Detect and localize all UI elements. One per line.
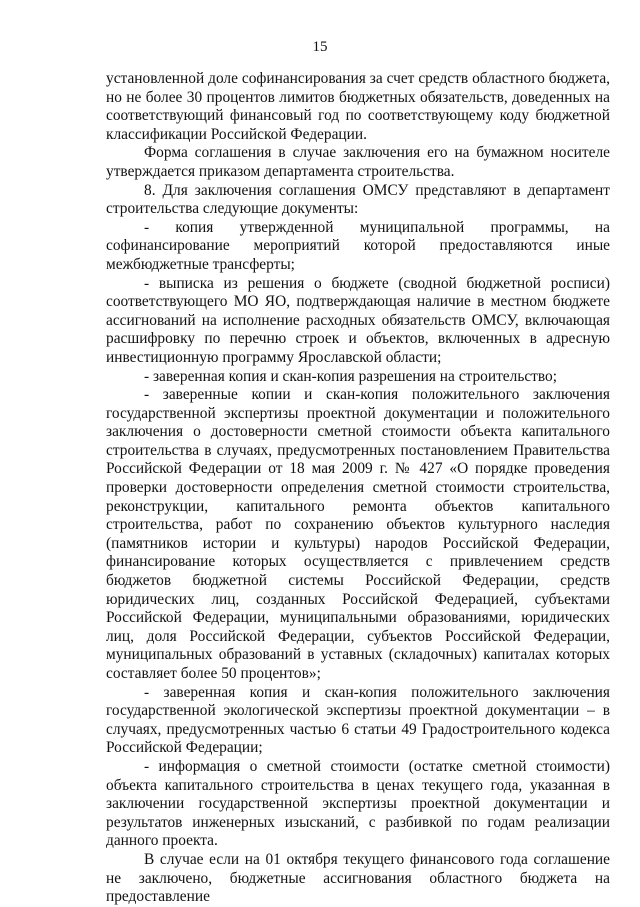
- paragraph-cofinancing-share: установленной доле софинансирования за счет средств областного бюджета, но не более 30 процентов лимитов бюджетных обязательств, доведенных на соответствующий финансовый год по соответствующему коду бюджетной классификации Российской Федерации.: [106, 70, 610, 143]
- list-item-ecological-expertise: - заверенная копия и скан-копия положительного заключения государственной экологической экспертизы проектной документации – в случаях, предусмотренных частью 6 статьи 49 Градостроительного кодекса Российской Федерации;: [106, 683, 610, 757]
- paragraph-documents-list-intro: 8. Для заключения соглашения ОМСУ представляют в департамент строительства следующие документы:: [106, 181, 610, 218]
- list-item-construction-permit: - заверенная копия и скан-копия разрешения на строительство;: [144, 367, 558, 385]
- paragraph-agreement-form: Форма соглашения в случае заключения его на бумажном носителе утверждается приказом департамента строительства.: [106, 144, 610, 180]
- list-item-program-copy: - копия утвержденной муниципальной программы, на софинансирование мероприятий которой предоставляются иные межбюджетные трансферты;: [106, 218, 610, 273]
- list-item-budget-extract: - выписка из решения о бюджете (сводной бюджетной росписи) соответствующего МО ЯО, подтверждающая наличие в местном бюджете ассигнований на исполнение расходных обязательств ОМСУ, включающая расшифровку по перечню строек и объектов, включенных в адресную инвестиционную программу Ярославской области;: [106, 274, 610, 366]
- list-item-state-expertise: - заверенные копии и скан-копия положительного заключения государственной экспертизы проектной документации и положительного заключения о достоверности сметной стоимости объекта капитального строительства в случаях, предусмотренных постановлением Правительства Российской Федерации от 18 мая 2009 г. № 427 «О порядке проведения проверки достоверности определения сметной стоимости строительства, реконструкции, капитального ремонта объектов капитального строительства, работ по сохранению объектов культурного наследия (памятников истории и культуры) народов Российской Федерации, финансирование которых осуществляется с привлечением средств бюджетов бюджетной системы Российской Федерации, средств юридических лиц, созданных Российской Федерацией, субъектами Российской Федерации, муниципальными образованиями, юридических лиц, доля Российской Федерации, субъектов Российской Федерации, муниципальных образований в уставных (складочных) капиталах которых составляет более 50 процентов»;: [106, 386, 610, 682]
- document-body: [106, 70, 610, 907]
- paragraph-october-deadline: В случае если на 01 октября текущего финансового года соглашение не заключено, бюджетные ассигнования областного бюджета на предоставление: [106, 850, 610, 906]
- list-item-estimated-cost-info: - информация о сметной стоимости (остатке сметной стоимости) объекта капитального строительства в ценах текущего года, указанная в заключении государственной экспертизы проектной документации и результатов инженерных изысканий, с разбивкой по годам реализации данного проекта.: [106, 757, 610, 850]
- page-number: 15: [312, 39, 328, 55]
